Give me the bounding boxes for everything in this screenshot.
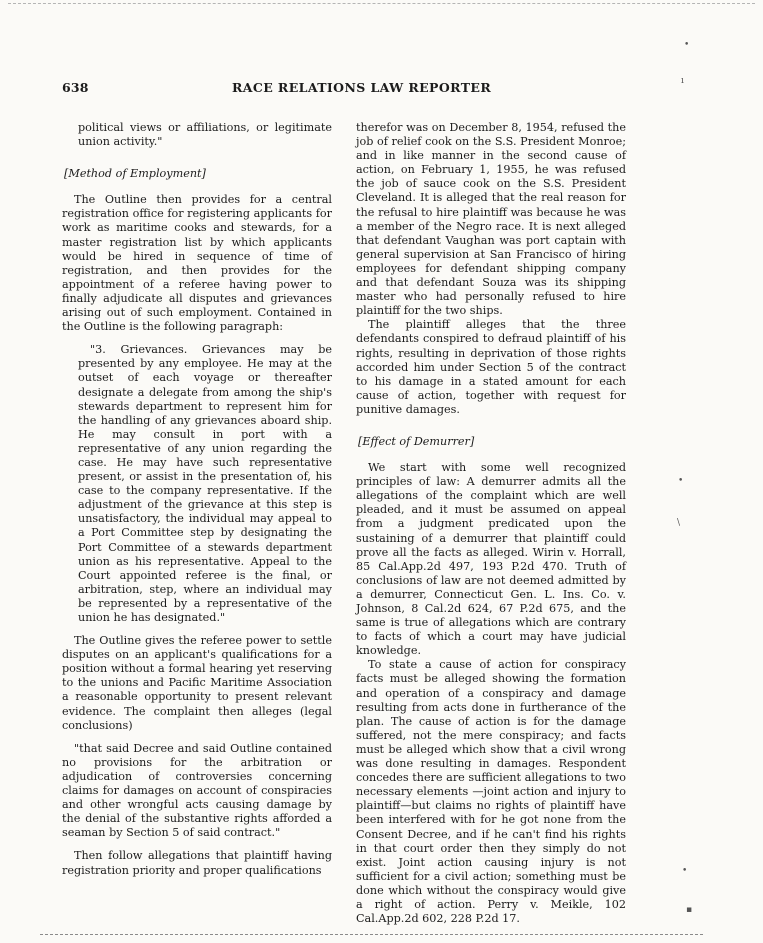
top-scan-edge [8,3,755,4]
section-heading-effect-of-demurrer: [Effect of Demurrer] [358,434,475,448]
paragraph-conspiracy-allegation: The plaintiff alleges that the three defendants conspired to defraud plaintiff of his rights, resulting in deprivation of those rights accorded him under Section 5 of the contract to his damage in a stated amount for each cause of action, together with request for punitive damages. [356,318,626,416]
quote-continuation: political views or affiliations, or legitimate union activity." [78,121,332,149]
paragraph-cause-of-action: To state a cause of action for conspiracy facts must be alleged showing the formation and operation of a conspiracy and damage resulting from acts done in furtherance of the plan. The cause of action is for the damage suffered, not the mere conspiracy; and facts must be alleged which show that a civil wrong was done resulting in damages. Respondent concedes there are sufficient allegations to two necessary elements —joint action and injury to plaintiff—but claims no rights of plaintiff have been interfered with for he got none from the Consent Decree, and if he can't find his rights in that court order then they simply do not exist. Joint action causing injury is not sufficient for a civil action; something must be done which without the conspiracy would give a right of action. Perry v. Meikle, 102 Cal.App.2d 602, 228 P.2d 17. [356,658,626,926]
right-column [356,121,626,926]
quote-decree-provisions: "that said Decree and said Outline contained no provisions for the arbitration or adjudication of controversies concerning claims for damages on account of conspiracies and other wrongful acts causing damage by the denial of the substantive rights afforded a seaman by Section 5 of said contract." [62,741,332,840]
scan-speck: • [678,476,684,486]
scan-speck: \ [677,518,681,528]
paragraph-referee-power: The Outline gives the referee power to settle disputes on an applicant's qualifications for a position without a formal hearing yet reserving to the unions and Pacific Maritime Association a reasonable opportunity to present relevant evidence. The complaint then alleges (legal conclusions) [62,634,332,732]
scan-speck: • [682,866,688,876]
quote-grievances: "3. Grievances. Grievances may be presented by any employee. He may at the outset of each voyage or thereafter designate a delegate from among the ship's stewards department to represent him for the handling of any grievances aboard ship. He may consult in port with a representative of any union regarding the case. He may have such representative present, or assist in the presentation of, his case to the company representative. If the adjustment of the grievance at this step is unsatisfactory, the individual may appeal to a Port Committee step by designating the Port Committee of a stewards department union as his representative. Appeal to the Court appointed referee is the final, or arbitration, step, where an individual may be represented by a representative of the union he has designated." [78,343,332,624]
paragraph-principles-of-law: We start with some well recognized principles of law: A demurrer admits all the allegations of the complaint which are well pleaded, and it must be assumed on appeal from a judgment predicated upon the sustaining of a demurrer that plaintiff could prove all the facts as alleged. Wirin v. Horrall, 85 Cal.App.2d 497, 193 P.2d 470. Truth of conclusions of law are not deemed admitted by a demurrer, Connecticut Gen. L. Ins. Co. v. Johnson, 8 Cal.2d 624, 67 P.2d 675, and the same is true of allegations which are contrary to facts of which a court may have judicial knowledge. [356,461,626,658]
paragraph-allegations: Then follow allegations that plaintiff having registration priority and proper qualifications [62,849,332,877]
scan-speck: • [684,40,690,50]
scan-speck: ▪ [686,905,693,915]
section-heading-method-of-employment: [Method of Employment] [64,167,206,181]
paragraph-continuation: therefor was on December 8, 1954, refused the job of relief cook on the S.S. President Monroe; and in like manner in the second cause of action, on February 1, 1955, he was refused the job of sauce cook on the S.S. President Cleveland. It is alleged that the real reason for the refusal to hire plaintiff was because he was a member of the Negro race. It is next alleged that defendant Vaughan was port captain with general supervision at San Francisco of hiring employees for defendant shipping company and that defendant Souza was its shipping master who had personally refused to hire plaintiff for the two ships. [356,121,626,318]
page-number: 638 [62,80,89,95]
scan-speck: ı [681,76,684,86]
bottom-scan-edge [40,934,703,935]
running-head: RACE RELATIONS LAW REPORTER [232,80,492,95]
paragraph-outline-registration: The Outline then provides for a central registration office for registering applicants for work as maritime cooks and stewards, for a master registration list by which applicants would be hired in sequence of time of registration, and then provides for the appointment of a referee having power to finally adjudicate all disputes and grievances arising out of such employment. Contained in the Outline is the following paragraph: [62,193,332,334]
left-column [62,121,332,878]
